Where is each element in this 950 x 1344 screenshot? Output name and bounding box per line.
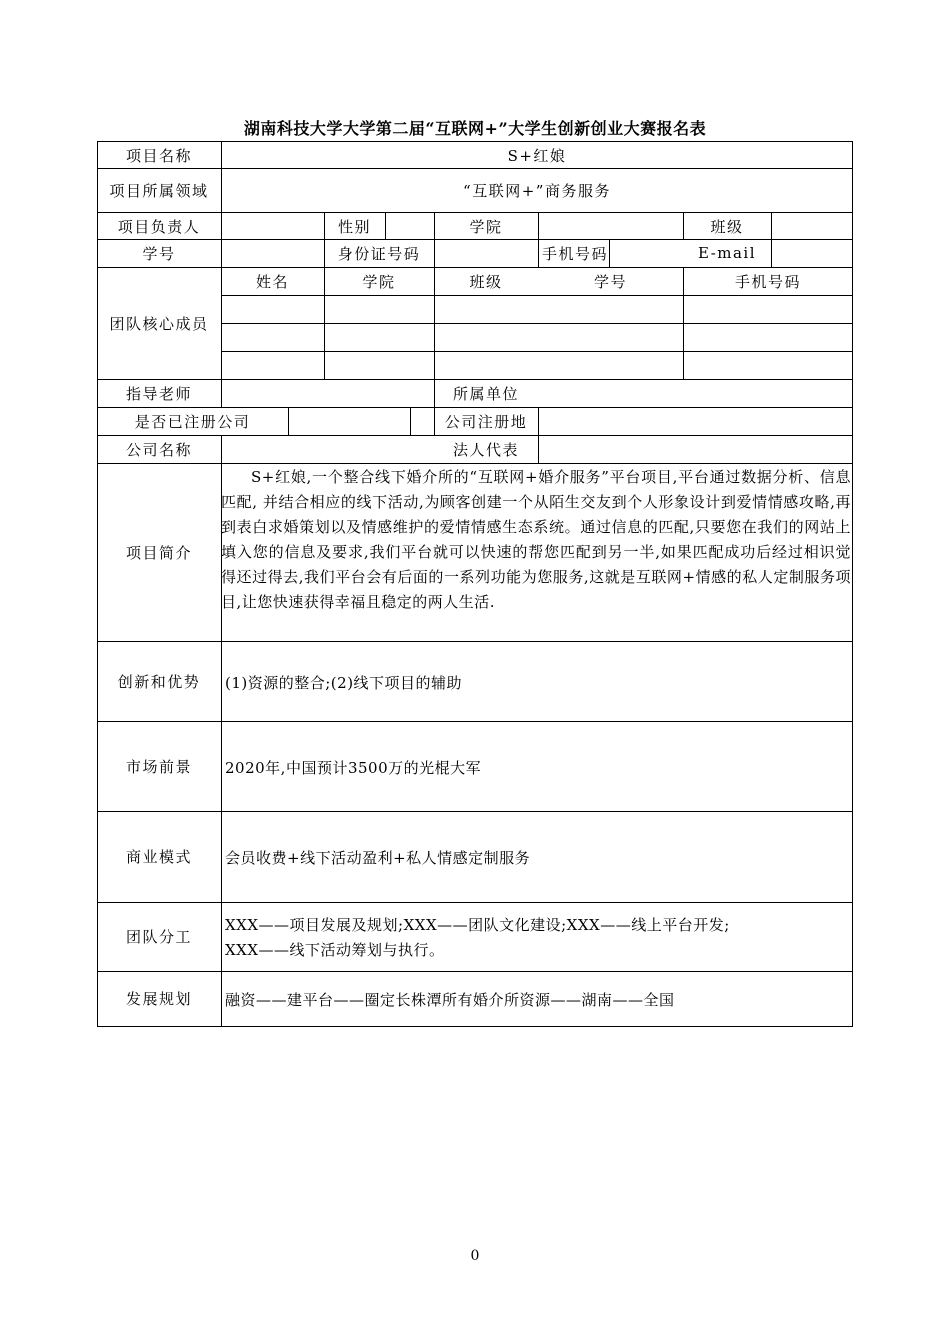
registration-place-label: 公司注册地 (444, 412, 528, 431)
business-text: 会员收费+线下活动盈利+私人情感定制服务 (225, 849, 531, 867)
form-title: 湖南科技大学大学第二届“互联网+”大学生创新创业大赛报名表 (243, 119, 707, 138)
id-card-label: 身份证号码 (337, 244, 421, 263)
company-name-label: 公司名称 (125, 440, 192, 459)
team-header-student-id: 学号 (593, 272, 627, 291)
affiliation-label: 所属单位 (452, 384, 519, 403)
email-label: E-mail (697, 244, 757, 262)
market-text: 2020年,中国预计3500万的光棍大军 (225, 759, 482, 777)
registered-company-label: 是否已注册公司 (134, 412, 251, 431)
advisor-label: 指导老师 (125, 384, 192, 403)
team-header-college: 学院 (362, 272, 396, 291)
field-label: 项目所属领域 (109, 182, 209, 200)
team-header-phone: 手机号码 (734, 272, 801, 291)
team-header-class: 班级 (469, 272, 503, 291)
project-name-label: 项目名称 (125, 146, 192, 165)
class-label: 班级 (710, 217, 744, 236)
division-label: 团队分工 (125, 928, 192, 946)
legal-rep-label: 法人代表 (452, 440, 519, 459)
team-label: 团队核心成员 (109, 314, 209, 333)
leader-label: 项目负责人 (117, 217, 201, 236)
division-line-1: XXX——项目发展及规划;XXX——团队文化建设;XXX——线上平台开发; (225, 916, 730, 934)
college-label: 学院 (469, 217, 503, 236)
phone-label: 手机号码 (542, 244, 609, 263)
team-header-name: 姓名 (255, 272, 289, 291)
gender-label: 性别 (337, 217, 371, 236)
business-label: 商业模式 (125, 848, 192, 866)
innovation-label: 创新和优势 (117, 672, 201, 691)
student-id-label: 学号 (142, 244, 176, 263)
registration-table (97, 141, 853, 1027)
intro-label: 项目简介 (125, 543, 192, 562)
field-value: “互联网+”商务服务 (463, 182, 611, 200)
market-label: 市场前景 (125, 757, 192, 776)
plan-text: 融资——建平台——圈定长株潭所有婚介所资源——湖南——全国 (225, 991, 675, 1009)
division-line-2: XXX——线下活动筹划与执行。 (225, 941, 445, 959)
intro-text: S+红娘,一个整合线下婚介所的“互联网+婚介服务”平台项目,平台通过数据分析、信息匹配, 并结合相应的线下活动,为顾客创建一个从陌生交友到个人形象设计到爱情情感攻略,再到表白求婚策划以及情感维护的爱情情感生态系统。通过信息的匹配,只要您在我们的网站上填入您的信息及要求,我们平台就可以快速的帮您匹配到另一半,如果匹配成功后经过相识觉得还过得去,我们平台会有后面的一系列功能为您服务,这就是互联网+情感的私人定制服务项目,让您快速获得幸福且稳定的两人生活. (221, 468, 851, 611)
plan-label: 发展规划 (125, 990, 192, 1008)
project-name-value: S+红娘 (507, 146, 567, 165)
page-number: 0 (470, 1248, 480, 1264)
innovation-text: (1)资源的整合;(2)线下项目的辅助 (225, 674, 463, 692)
